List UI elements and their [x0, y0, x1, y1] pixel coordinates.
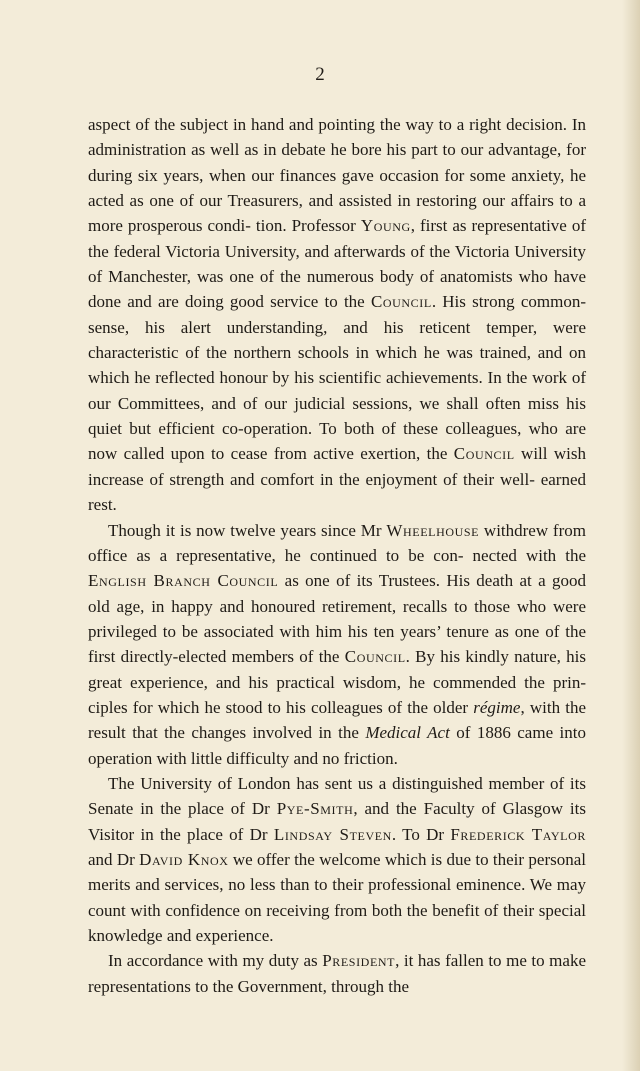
text-segment: , first as representative of the federal Victoria University, and afterwards of the Victoria University of Manchester, was one of the numerous body of anatomists who have done and are doing good service to the: [88, 216, 587, 312]
text-segment: of 1886 came into operation with little difficulty and no friction.: [88, 723, 587, 768]
text-segment: . His strong common-sense, his alert understanding, and his reticent temper, were characteristic of the northern schools in which he was trained, and on which he reflected honour by his scientific achievements. In the work of our Committees, and of our judicial sessions, we shall often miss his quiet but efficient co-operation. To both of these colleagues, who are now called upon to cease from active exertion, the: [88, 292, 586, 464]
name-frederick-taylor: Frederick Taylor: [450, 824, 586, 844]
paragraph-university-london: [88, 771, 586, 948]
paragraph-president: [88, 948, 586, 999]
term-president: President: [322, 951, 396, 971]
term-medical-act: Medical Act: [365, 723, 450, 743]
term-council: Council: [344, 647, 406, 667]
text-segment: we offer the welcome which is due to their personal merits and services, no less than to their professional eminence. We may count with confidence on receiving from both the benefit of their special knowledge and experience.: [88, 849, 586, 945]
text-segment: as one of its Trustees. His death at a good old age, in happy and honoured retirement, recalls to those who were privileged to be associated with him his ten years’ tenure as one of the first directly-elected members of the: [88, 571, 586, 667]
name-young: Young: [360, 216, 411, 236]
term-council: Council: [370, 292, 432, 312]
paragraph-continued: [88, 112, 586, 518]
paragraph-wheelhouse: [88, 518, 586, 771]
text-segment: Though it is now twelve years since Mr: [108, 520, 387, 540]
text-segment: . By his kindly nature, his great experience, and his practical wisdom, he commended the prin- ciples for which he stood to his colleagues of the older: [88, 647, 586, 717]
text-segment: , it has fallen to me to make representations to the Government, through the: [88, 951, 586, 996]
term-regime: régime: [473, 697, 521, 717]
body-text: [88, 112, 586, 999]
page-number: 2: [315, 64, 325, 85]
text-segment: The University of London has sent us a distinguished member of its Senate in the place of Dr: [88, 773, 586, 819]
page-edge-shadow: [622, 0, 640, 1071]
term-english-branch-council: English Branch Council: [88, 571, 279, 591]
name-pye-smith: Pye-Smith: [276, 799, 354, 819]
name-david-knox: David Knox: [139, 849, 229, 869]
text-segment: In accordance with my duty as: [108, 951, 323, 971]
text-segment: , and the Faculty of Glasgow its Visitor in the place of Dr: [88, 799, 586, 844]
text-segment: . To Dr: [391, 824, 451, 844]
text-segment: aspect of the subject in hand and pointing the way to a right decision. In administration as well as in debate he bore his part to our advantage, for during six years, when our finances gave occasion for some anxiety, he acted as one of our Treasurers, and assisted in restoring our affairs to a more prosperous condi- tion. Professor: [88, 115, 586, 236]
text-segment: , with the result that the changes involved in the: [88, 697, 586, 743]
name-wheelhouse: Wheelhouse: [386, 520, 480, 540]
text-segment: withdrew from office as a representative, he continued to be con- nected with the: [88, 520, 586, 565]
text-segment: will wish increase of strength and comfort in the enjoyment of their well- earned rest.: [88, 444, 587, 515]
name-lindsay-steven: Lindsay Steven: [273, 824, 392, 844]
text-segment: and Dr: [88, 849, 140, 869]
term-council: Council: [453, 444, 515, 464]
